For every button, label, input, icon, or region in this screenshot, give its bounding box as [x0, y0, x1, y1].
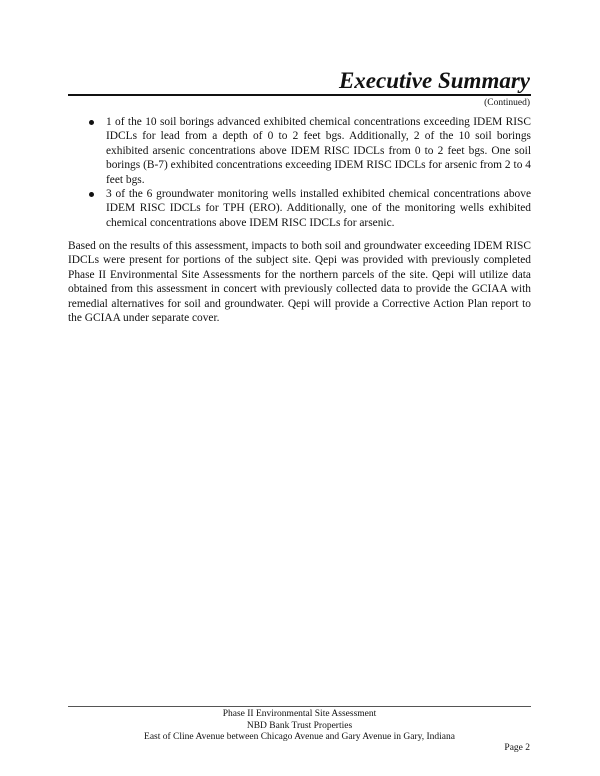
page-footer	[68, 709, 531, 744]
footer-divider	[68, 706, 531, 707]
page-number: Page 2	[504, 743, 530, 753]
bullet-icon	[89, 192, 94, 197]
section-title: Executive Summary	[338, 68, 530, 93]
bullet-text: 1 of the 10 soil borings advanced exhibited chemical concentrations exceeding IDEM RISC IDCLs for lead from a depth of 0 to 2 feet bgs. Additionally, 2 of the 10 soil borings exhibited arsenic concentrations above IDEM RISC IDCLs from 0 to 2 feet bgs. One soil borings (B-7) exhibited concentrations exceeding IDEM RISC IDCLs for arsenic from 2 to 4 feet bgs.	[106, 116, 531, 186]
summary-paragraph: Based on the results of this assessment, impacts to both soil and groundwater exceeding IDEM RISC IDCLs were present for portions of the subject site. Qepi was provided with previously completed Phase II Environmental Site Assessments for the northern parcels of the site. Qepi will utilize data obtained from this assessment in concert with previously collected data to provide the GCIAA with remedial alternatives for soil and groundwater. Qepi will provide a Corrective Action Plan report to the GCIAA under separate cover.	[68, 240, 531, 325]
footer-report-title: Phase II Environmental Site Assessment	[222, 709, 377, 719]
bullet-icon	[89, 120, 94, 125]
bullet-text: 3 of the 6 groundwater monitoring wells installed exhibited chemical concentrations above IDEM RISC IDCLs for TPH (ERO). Additionally, one of the monitoring wells exhibited chemical concentrations above IDEM RISC IDCLs for arsenic.	[106, 188, 531, 229]
bullet-item-soil-borings	[89, 115, 531, 187]
findings-bullet-list	[89, 115, 531, 230]
footer-property-name: NBD Bank Trust Properties	[246, 720, 353, 731]
footer-location: East of Cline Avenue between Chicago Avenue and Gary Avenue in Gary, Indiana	[144, 732, 455, 743]
section-continued-label: (Continued)	[484, 98, 530, 108]
header-divider	[68, 94, 531, 96]
bullet-item-groundwater-wells	[89, 187, 531, 230]
